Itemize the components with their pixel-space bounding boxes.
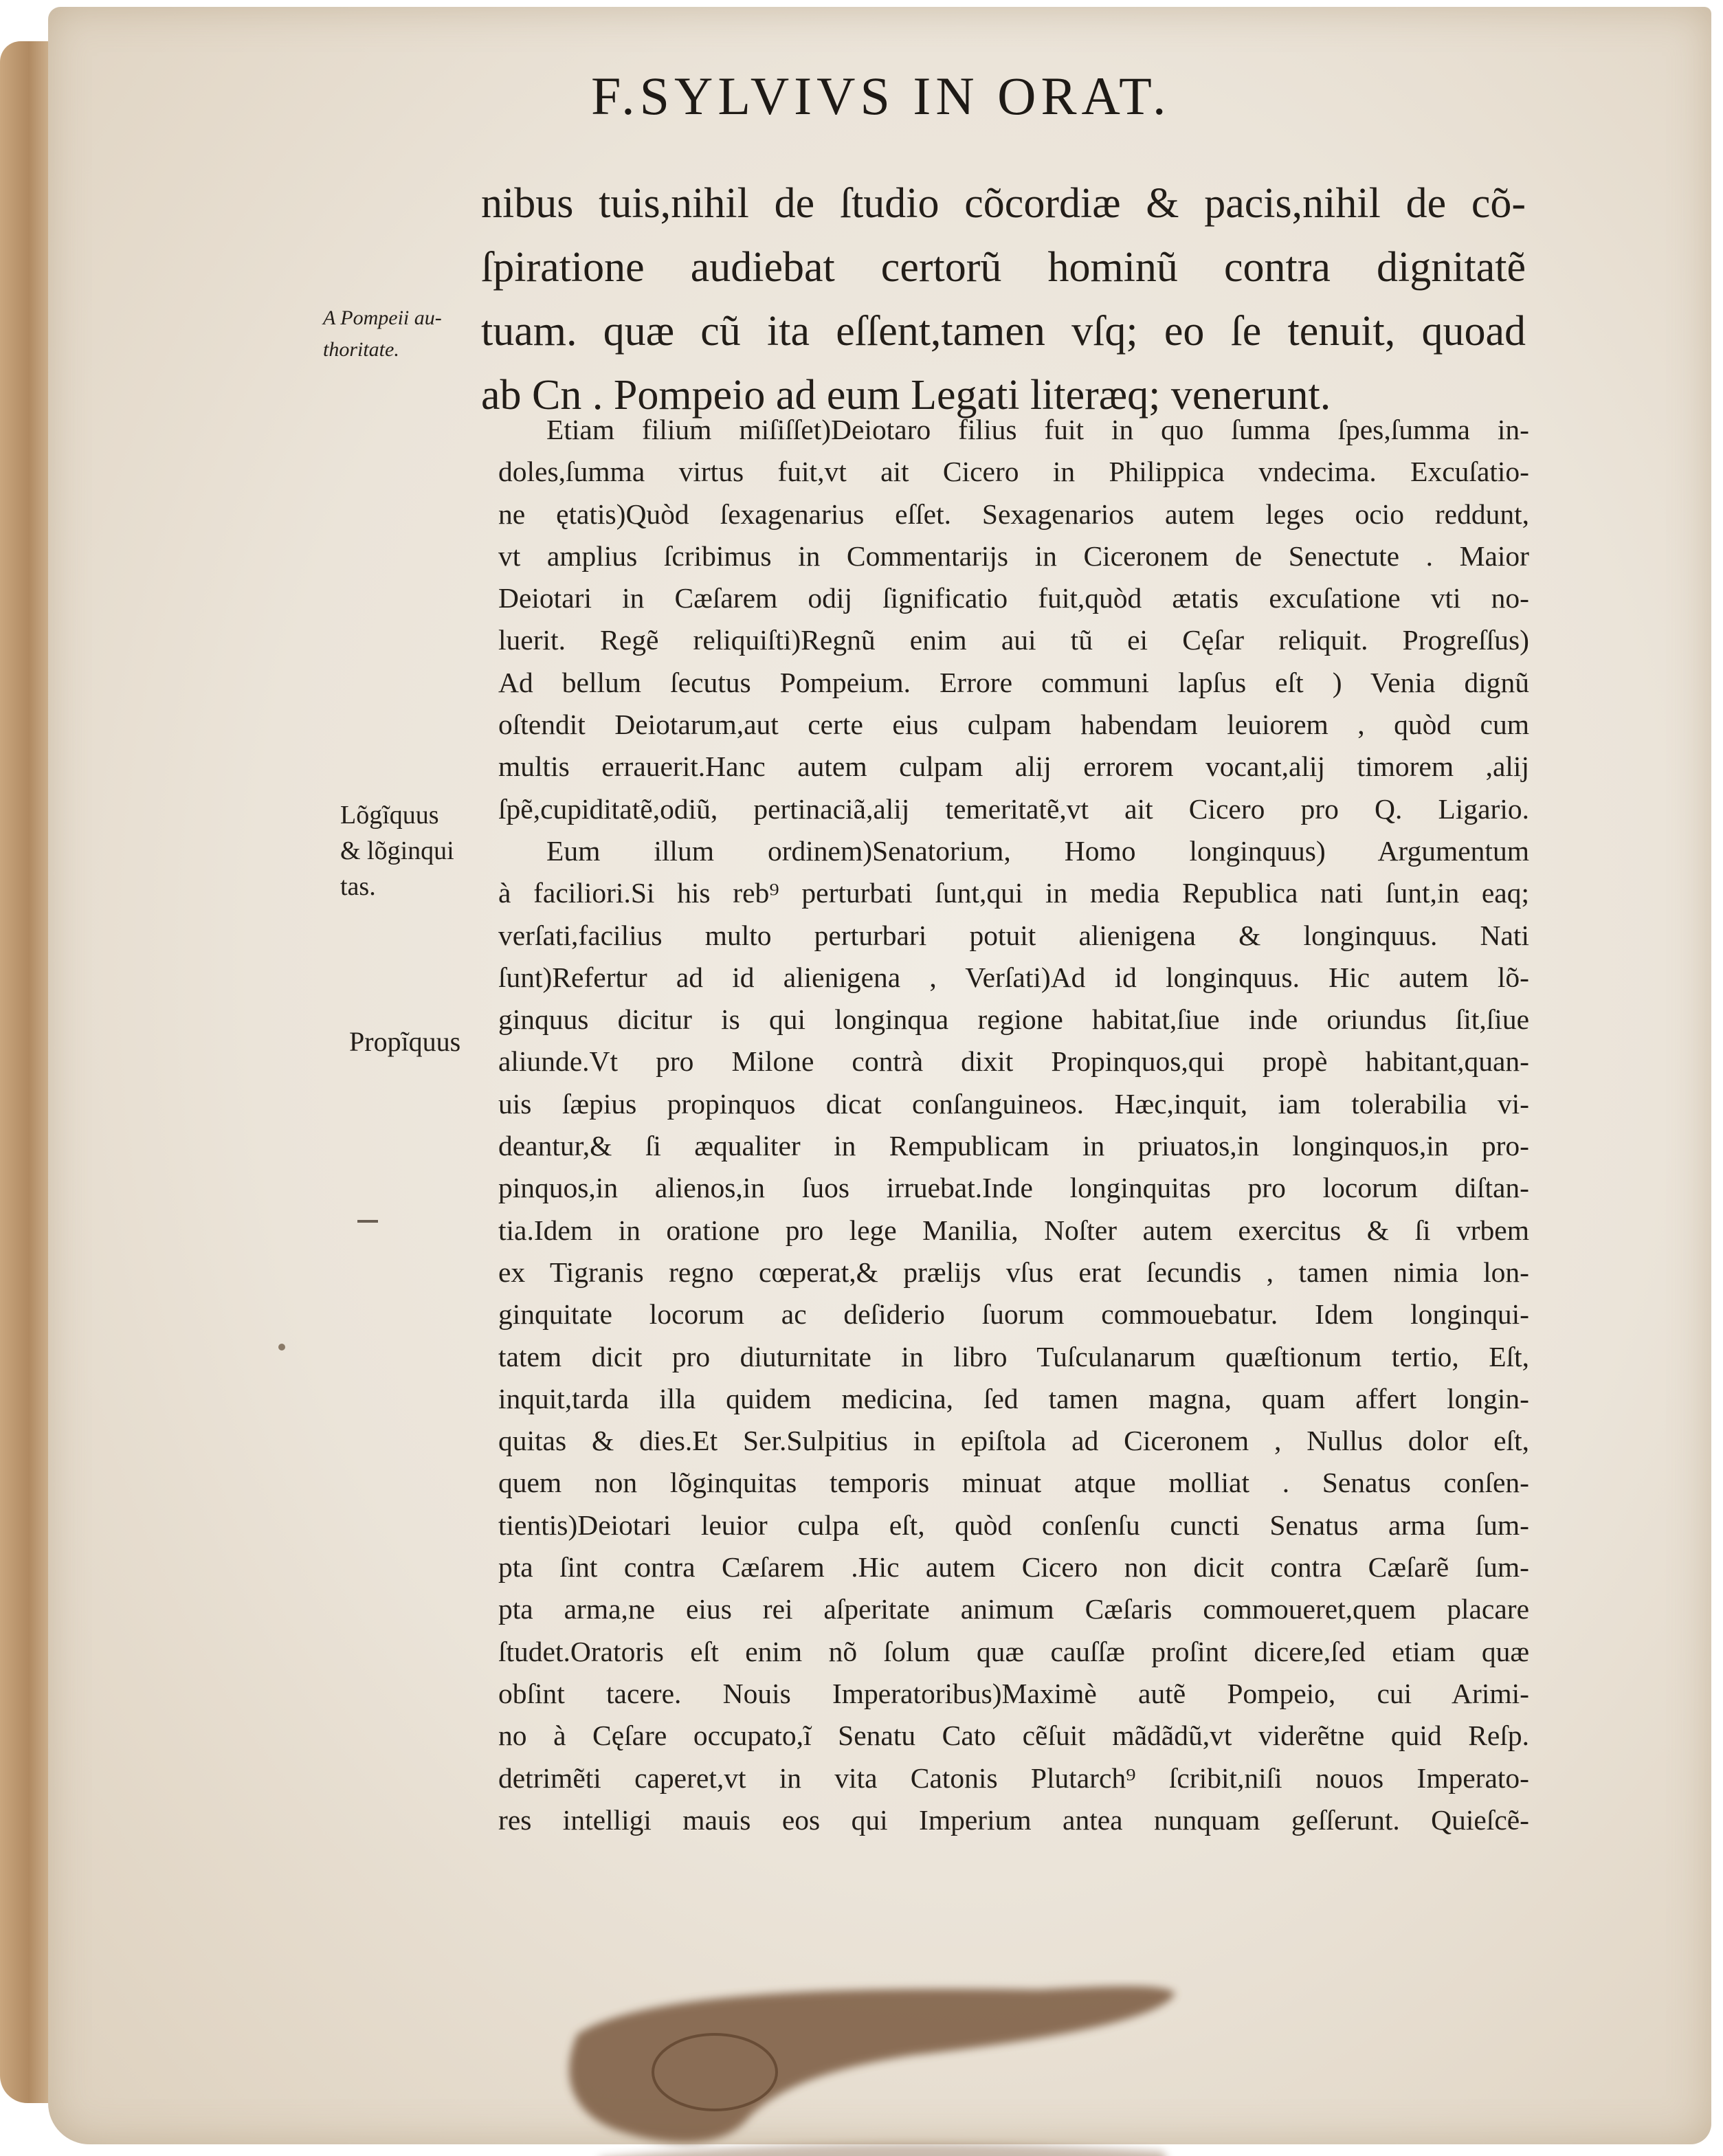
main-text-line: ab Cn . Pompeio ad eum Legati literæq; venerunt.	[481, 372, 1331, 419]
commentary-line: luerit. Regẽ reliquiſti)Regnũ enim aui tũ ei Cęſar reliquit. Progreſſus)	[498, 624, 1529, 656]
commentary-line: ſpẽ,cupiditatẽ,odiũ, pertinaciã,alij temeritatẽ,vt ait Cicero pro Q. Ligario.	[498, 792, 1529, 825]
commentary-line: ginquitate locorum ac deſiderio ſuorum commouebatur. Idem longinqui-	[498, 1298, 1529, 1331]
commentary-line: pinquos,in alienos,in ſuos irruebat.Inde longinquitas pro locorum diſtan-	[498, 1172, 1529, 1204]
margin-note-line: thoritate.	[323, 338, 399, 361]
main-text-line: ſpiratione audiebat certorũ hominũ contra dignitatẽ	[481, 244, 1526, 291]
margin-note-line: & lõginqui	[340, 836, 454, 865]
commentary-line: Ad bellum ſecutus Pompeium. Errore communi lapſus eſt ) Venia dignũ	[498, 666, 1529, 698]
commentary-line: quem non lõginquitas temporis minuat atque molliat . Senatus conſen-	[498, 1467, 1529, 1499]
commentary-line: quitas & dies.Et Ser.Sulpitius in epiſtola ad Ciceronem , Nullus dolor eſt,	[498, 1425, 1529, 1457]
commentary-line: deantur,& ſi æqualiter in Rempublicam in priuatos,in longinquos,in pro-	[498, 1130, 1529, 1162]
commentary-line: no à Cęſare occupato,ĩ Senatu Cato cẽſuit mãdãdũ,vt viderẽtne quid Reſp.	[498, 1720, 1529, 1752]
main-text-line: tuam. quæ cũ ita eſſent,tamen vſq; eo ſe tenuit, quoad	[481, 308, 1526, 355]
margin-note-line: Propĩquus	[349, 1026, 461, 1057]
commentary-line: tia.Idem in oratione pro lege Manilia, Noſter autem exercitus & ſi vrbem	[498, 1214, 1529, 1246]
margin-pen-mark	[357, 1220, 378, 1223]
commentary-line: pta arma,ne eius rei aſperitate animum Cæſaris commoueret,quem placare	[498, 1593, 1529, 1625]
main-text-block	[481, 172, 1526, 427]
commentary-line: vt amplius ſcribimus in Commentarijs in Ciceronem de Senectute . Maior	[498, 540, 1529, 572]
commentary-line: pta ſint contra Cæſarem .Hic autem Cicero non dicit contra Cæſarẽ ſum-	[498, 1551, 1529, 1583]
main-text-line: nibus tuis,nihil de ſtudio cõcordiæ & pacis,nihil de cõ-	[481, 180, 1526, 227]
commentary-line: ex Tigranis regno cœperat,& prælijs vſus erat ſecundis , tamen nimia lon-	[498, 1256, 1529, 1288]
margin-note-longinquus	[340, 797, 454, 904]
margin-note-pompeii	[323, 302, 442, 366]
commentary-line: Eum illum ordinem)Senatorium, Homo longinquus) Argumentum	[546, 834, 1529, 867]
commentary-block	[498, 409, 1529, 1841]
commentary-line: inquit,tarda illa quidem medicina, ſed tamen magna, quam affert longin-	[498, 1382, 1529, 1414]
commentary-line: ſunt)Refertur ad id alienigena , Verſati)Ad id longinquus. Hic autem lõ-	[498, 961, 1529, 993]
margin-note-line: tas.	[340, 872, 376, 901]
commentary-line: ne ętatis)Quòd ſexagenarius eſſet. Sexagenarios autem leges ocio reddunt,	[498, 498, 1529, 530]
commentary-line: verſati,facilius multo perturbari potuit alienigena & longinquus. Nati	[498, 919, 1529, 951]
commentary-line: Etiam filium miſiſſet)Deiotaro filius fuit in quo ſumma ſpes,ſumma in-	[546, 414, 1529, 445]
commentary-line: obſint tacere. Nouis Imperatoribus)Maximè autẽ Pompeio, cui Arimi-	[498, 1677, 1529, 1709]
commentary-line: uis ſæpius propinquos dicat conſanguineos. Hæc,inquit, iam tolerabilia vi-	[498, 1087, 1529, 1120]
commentary-line: oſtendit Deiotarum,aut certe eius culpam habendam leuiorem , quòd cum	[498, 709, 1529, 741]
margin-note-propinquus	[349, 1024, 460, 1060]
commentary-line: ginquus dicitur is qui longinqua regione habitat,ſiue inde oriundus ſit,ſiue	[498, 1003, 1529, 1036]
commentary-line: res intelligi mauis eos qui Imperium antea nunquam geſſerunt. Quieſcẽ-	[498, 1803, 1529, 1836]
margin-note-line: Lõgĩquus	[340, 801, 439, 830]
margin-ink-dot	[278, 1344, 285, 1351]
commentary-line: multis errauerit.Hanc autem culpam alij errorem vocant,alij timorem ,alij	[498, 751, 1529, 783]
commentary-line: doles,ſumma virtus fuit,vt ait Cicero in Philippica vndecima. Excuſatio-	[498, 456, 1529, 488]
running-head: F.SYLVIVS IN ORAT.	[591, 66, 1171, 126]
margin-note-line: A Pompeii au-	[323, 307, 442, 329]
commentary-line: detrimẽti caperet,vt in vita Catonis Plutarch⁹ ſcribit,niſi nouos Imperato-	[498, 1762, 1529, 1794]
commentary-line: Deiotari in Cæſarem odij ſignificatio fuit,quòd ætatis excuſatione vti no-	[498, 582, 1529, 614]
commentary-line: ſtudet.Oratoris eſt enim nõ ſolum quæ cauſſæ proſint dicere,ſed etiam quæ	[498, 1635, 1529, 1667]
ink-stain	[557, 1979, 1216, 2156]
commentary-line: à faciliori.Si his reb⁹ perturbati ſunt,qui in media Republica nati ſunt,in eaq;	[498, 877, 1529, 909]
commentary-line: tatem dicit pro diuturnitate in libro Tuſculanarum quæſtionum tertio, Eſt,	[498, 1340, 1529, 1372]
commentary-line: tientis)Deiotari leuior culpa eſt, quòd conſenſu cuncti Senatus arma ſum-	[498, 1509, 1529, 1541]
commentary-line: aliunde.Vt pro Milone contrà dixit Propinquos,qui propè habitant,quan-	[498, 1045, 1529, 1078]
